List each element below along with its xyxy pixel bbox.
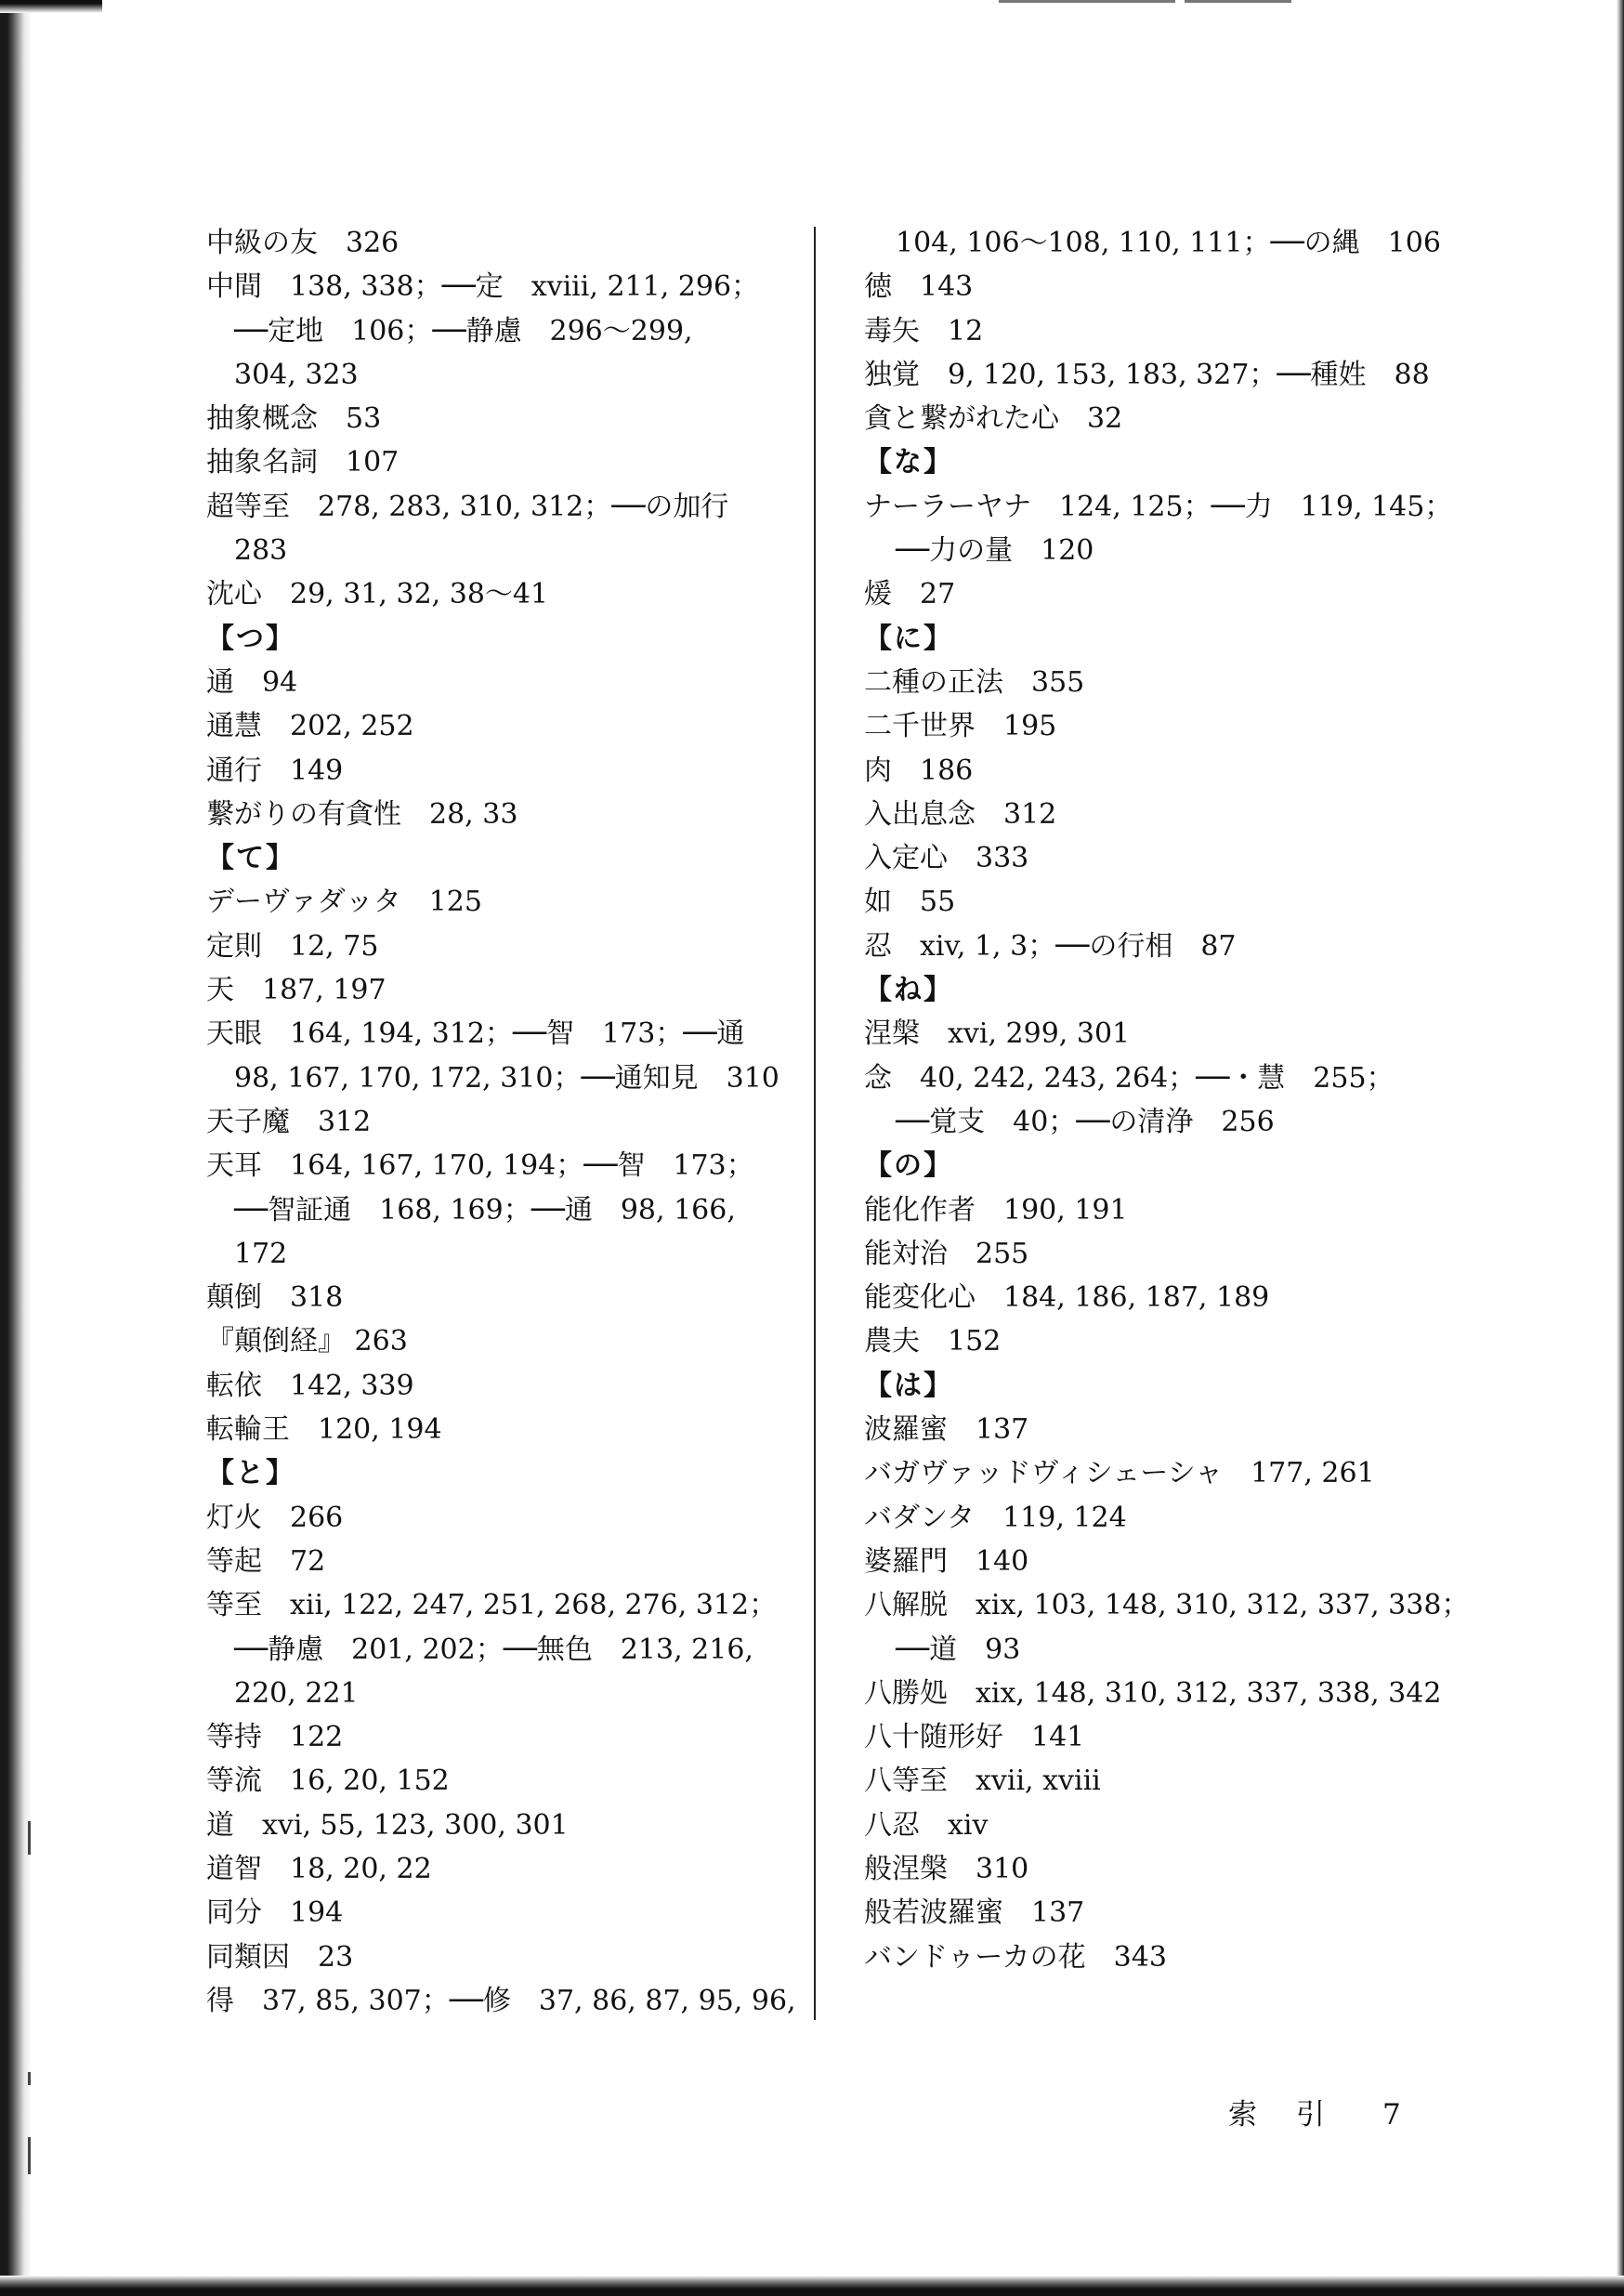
index-entry-continuation: 104, 106〜108, 110, 111；──の縄 106 (896, 227, 1441, 259)
index-entry: 念 40, 242, 243, 264；──・慧 255； (864, 1061, 1395, 1095)
index-entry: 天子魔 312 (206, 1105, 372, 1138)
index-section-heading: 【な】 (864, 446, 953, 479)
index-entry: 八勝処 xix, 148, 310, 312, 337, 338, 342 (864, 1676, 1442, 1710)
index-entry-continuation: ──力の量 120 (896, 534, 1094, 568)
index-entry: 八十随形好 141 (864, 1721, 1085, 1754)
index-section-heading: 【と】 (206, 1457, 295, 1490)
index-entry: 二種の正法 355 (864, 665, 1085, 699)
index-column-right (864, 221, 1469, 1979)
index-entry: 道 xvi, 55, 123, 300, 301 (206, 1808, 569, 1842)
index-entry: 煖 27 (864, 578, 956, 611)
page-number: 7 (1382, 2098, 1401, 2132)
scan-top-mark (999, 0, 1175, 3)
index-entry: 得 37, 85, 307；──修 37, 86, 87, 95, 96, (206, 1984, 796, 2017)
index-entry: 婆羅門 140 (864, 1544, 1029, 1578)
index-entry: 等流 16, 20, 152 (206, 1765, 450, 1798)
index-entry: バガヴァッドヴィシェーシャ 177, 261 (864, 1457, 1375, 1490)
scan-page-edge-left (0, 0, 32, 2296)
index-section-heading: 【に】 (864, 622, 953, 655)
index-entry: バダンタ 119, 124 (864, 1501, 1127, 1534)
index-entry: 八忍 xiv (864, 1808, 989, 1842)
index-entry-continuation: ──道 93 (896, 1633, 1021, 1666)
scan-speck (28, 2137, 31, 2174)
index-entry: 如 55 (864, 886, 956, 919)
index-entry: 定則 12, 75 (206, 929, 379, 963)
index-entry: 道智 18, 20, 22 (206, 1852, 432, 1885)
scan-page-edge-right (1617, 0, 1624, 2296)
index-entry-continuation: 220, 221 (234, 1676, 359, 1710)
index-entry: 超等至 278, 283, 310, 312；──の加行 (206, 490, 729, 523)
index-entry: 農夫 152 (864, 1325, 1002, 1358)
index-entry: 般若波羅蜜 137 (864, 1896, 1085, 1930)
index-section-heading: 【の】 (864, 1149, 953, 1183)
index-entry: 入出息念 312 (864, 797, 1057, 831)
index-entry: 能変化心 184, 186, 187, 189 (864, 1281, 1270, 1315)
index-entry: 転依 142, 339 (206, 1369, 414, 1402)
index-entry: 二千世界 195 (864, 710, 1057, 743)
footer-index-label: 索引 (1228, 2098, 1364, 2132)
index-entry: 天 187, 197 (206, 974, 386, 1007)
scan-page-edge-bottom (0, 2276, 1624, 2296)
index-entry: 転輪王 120, 194 (206, 1413, 442, 1447)
index-section-heading: 【ね】 (864, 974, 953, 1007)
index-entry: 涅槃 xvi, 299, 301 (864, 1017, 1131, 1051)
column-divider (814, 227, 816, 2020)
index-entry: 肉 186 (864, 754, 974, 787)
index-entry: 貪と繋がれた心 32 (864, 402, 1123, 436)
index-entry: デーヴァダッタ 125 (206, 886, 482, 919)
index-entry-continuation: ──智証通 168, 169；──通 98, 166, (234, 1193, 736, 1227)
index-section-heading: 【つ】 (206, 622, 295, 655)
index-entry: 天眼 164, 194, 312；──智 173；──通 (206, 1017, 745, 1051)
index-entry: 中間 138, 338；──定 xviii, 211, 296； (206, 270, 760, 304)
index-entry: 同分 194 (206, 1896, 344, 1930)
index-entry: ナーラーヤナ 124, 125；──力 119, 145； (864, 490, 1453, 523)
index-entry: 中級の友 326 (206, 227, 399, 259)
index-section-heading: 【て】 (206, 842, 295, 875)
index-entry: 八等至 xvii, xviii (864, 1765, 1101, 1798)
index-entry-continuation: 98, 167, 170, 172, 310；──通知見 310 (234, 1061, 779, 1095)
scan-speck (28, 2072, 31, 2085)
index-entry-continuation: 283 (234, 534, 288, 568)
index-entry: 通慧 202, 252 (206, 710, 414, 743)
index-entry-continuation: ──定地 106；──静慮 296〜299, (234, 314, 693, 348)
index-entry: 能化作者 190, 191 (864, 1193, 1128, 1227)
index-entry: 抽象概念 53 (206, 402, 382, 436)
index-entry: 沈心 29, 31, 32, 38〜41 (206, 578, 549, 611)
index-entry: 般涅槃 310 (864, 1852, 1029, 1885)
index-entry: 毒矢 12 (864, 314, 984, 348)
index-entry: 八解脱 xix, 103, 148, 310, 312, 337, 338； (864, 1589, 1470, 1622)
index-entry: 独覚 9, 120, 153, 183, 327；──種姓 88 (864, 358, 1430, 391)
index-entry: バンドゥーカの花 343 (864, 1940, 1167, 1974)
index-entry: 忍 xiv, 1, 3；──の行相 87 (864, 929, 1237, 963)
index-entry: 繋がりの有貪性 28, 33 (206, 797, 518, 831)
index-section-heading: 【は】 (864, 1369, 953, 1402)
index-entry-continuation: ──覚支 40；──の清浄 256 (896, 1105, 1275, 1138)
index-entry: 顛倒 318 (206, 1281, 344, 1315)
index-entry: 通行 149 (206, 754, 344, 787)
index-entry: 等起 72 (206, 1544, 326, 1578)
index-entry: 徳 143 (864, 270, 974, 304)
scan-top-mark (1185, 0, 1291, 3)
index-entry: 抽象名詞 107 (206, 446, 399, 479)
index-entry: 『顛倒経』 263 (206, 1325, 408, 1358)
index-entry: 灯火 266 (206, 1501, 344, 1534)
scan-speck (28, 1821, 31, 1855)
index-entry: 天耳 164, 167, 170, 194；──智 173； (206, 1149, 754, 1183)
index-entry: 通 94 (206, 665, 298, 699)
index-entry-continuation: 172 (234, 1237, 288, 1270)
index-entry: 同類因 23 (206, 1940, 354, 1974)
index-entry: 波羅蜜 137 (864, 1413, 1029, 1447)
page-footer (1228, 2091, 1401, 2132)
index-column-left (206, 221, 796, 2023)
scan-corner-shadow (0, 0, 102, 13)
index-entry: 等至 xii, 122, 247, 251, 268, 276, 312； (206, 1589, 778, 1622)
index-entry-continuation: 304, 323 (234, 358, 359, 391)
index-entry: 能対治 255 (864, 1237, 1029, 1270)
index-entry-continuation: ──静慮 201, 202；──無色 213, 216, (234, 1633, 753, 1666)
index-entry: 入定心 333 (864, 842, 1029, 875)
index-entry: 等持 122 (206, 1721, 344, 1754)
